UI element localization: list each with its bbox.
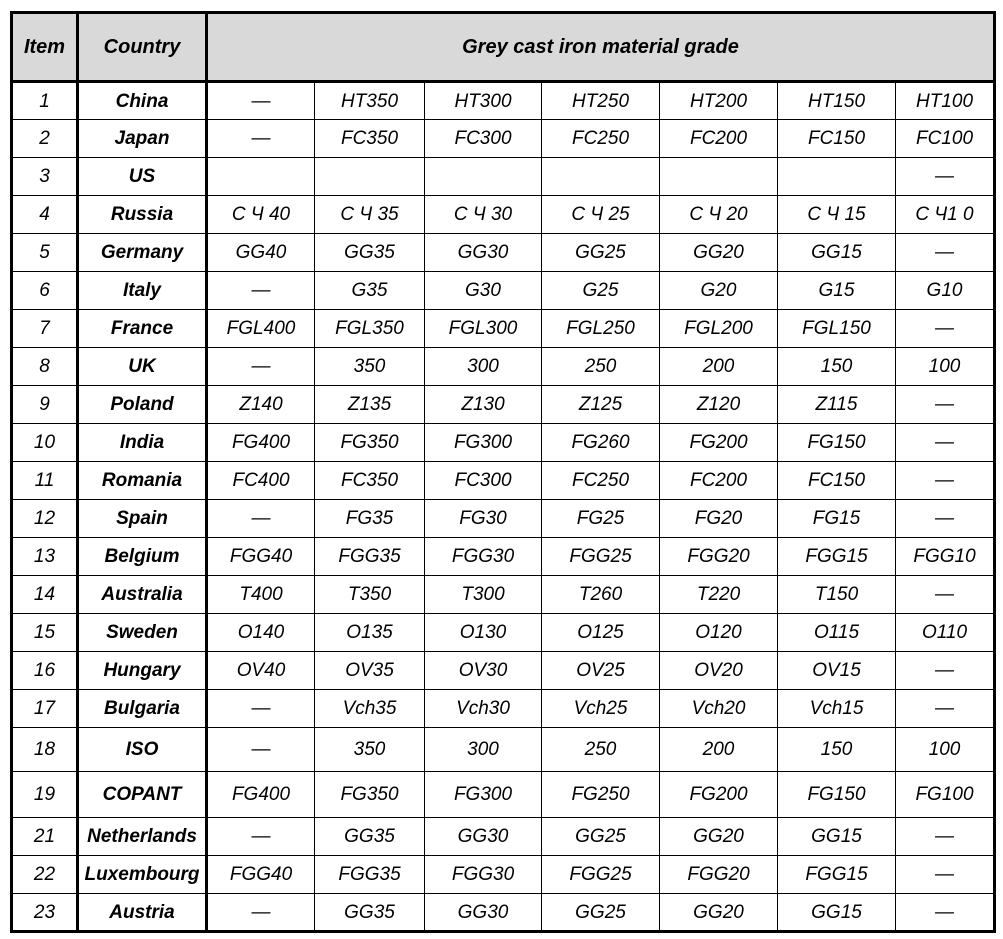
item-number-cell: 10 — [12, 424, 78, 462]
grade-cell: FG250 — [542, 772, 660, 818]
grade-cell: 350 — [315, 728, 425, 772]
grade-cell — [542, 158, 660, 196]
grade-cell: FG15 — [778, 500, 896, 538]
grade-cell: FG300 — [425, 424, 542, 462]
item-number-cell: 18 — [12, 728, 78, 772]
grade-cell: FG200 — [660, 424, 778, 462]
grade-cell: HT350 — [315, 82, 425, 120]
country-cell: India — [78, 424, 207, 462]
country-cell: Germany — [78, 234, 207, 272]
grade-cell: — — [896, 310, 995, 348]
grade-header: Grey cast iron material grade — [207, 13, 995, 82]
grade-cell — [207, 158, 315, 196]
grade-cell: G25 — [542, 272, 660, 310]
country-cell: France — [78, 310, 207, 348]
table-row — [12, 538, 995, 576]
grade-cell: Vch35 — [315, 690, 425, 728]
grade-cell: — — [896, 818, 995, 856]
grade-cell: FGL150 — [778, 310, 896, 348]
grade-cell: O140 — [207, 614, 315, 652]
grade-cell: FG400 — [207, 772, 315, 818]
grade-cell: FGL300 — [425, 310, 542, 348]
country-cell: Hungary — [78, 652, 207, 690]
country-cell: Russia — [78, 196, 207, 234]
grade-cell: — — [896, 234, 995, 272]
country-cell: UK — [78, 348, 207, 386]
grade-cell: 200 — [660, 348, 778, 386]
grade-cell: — — [207, 348, 315, 386]
grade-cell: FGG30 — [425, 538, 542, 576]
grade-cell: HT250 — [542, 82, 660, 120]
table-row — [12, 894, 995, 932]
grade-cell: G15 — [778, 272, 896, 310]
grade-cell: — — [207, 894, 315, 932]
grade-cell: FC200 — [660, 462, 778, 500]
table-row — [12, 614, 995, 652]
grade-cell: HT300 — [425, 82, 542, 120]
country-cell: China — [78, 82, 207, 120]
country-cell: US — [78, 158, 207, 196]
country-cell: Spain — [78, 500, 207, 538]
grade-cell: С Ч1 0 — [896, 196, 995, 234]
grade-cell: — — [207, 728, 315, 772]
grade-cell: FC400 — [207, 462, 315, 500]
country-cell: Japan — [78, 120, 207, 158]
grade-cell: O120 — [660, 614, 778, 652]
grade-cell: OV25 — [542, 652, 660, 690]
grade-cell: Z115 — [778, 386, 896, 424]
grade-cell: С Ч 40 — [207, 196, 315, 234]
grade-cell: FC100 — [896, 120, 995, 158]
grade-cell: FG35 — [315, 500, 425, 538]
table-row — [12, 82, 995, 120]
grade-cell: Z140 — [207, 386, 315, 424]
item-number-cell: 4 — [12, 196, 78, 234]
grade-cell: FC350 — [315, 120, 425, 158]
grade-cell: OV35 — [315, 652, 425, 690]
grade-cell: O125 — [542, 614, 660, 652]
header-row — [12, 13, 995, 82]
grade-cell: — — [896, 386, 995, 424]
grade-cell: FGG25 — [542, 538, 660, 576]
grade-cell: — — [896, 500, 995, 538]
grade-cell: С Ч 25 — [542, 196, 660, 234]
grade-cell: — — [207, 818, 315, 856]
table-row — [12, 120, 995, 158]
grade-cell: GG20 — [660, 894, 778, 932]
item-number-cell: 13 — [12, 538, 78, 576]
grade-cell: 250 — [542, 728, 660, 772]
country-cell: Italy — [78, 272, 207, 310]
item-number-cell: 21 — [12, 818, 78, 856]
grade-cell: FG400 — [207, 424, 315, 462]
grade-cell: GG30 — [425, 818, 542, 856]
table-row — [12, 728, 995, 772]
table-row — [12, 856, 995, 894]
table-row — [12, 576, 995, 614]
grade-cell: С Ч 35 — [315, 196, 425, 234]
grade-cell: — — [207, 82, 315, 120]
grade-cell: FG25 — [542, 500, 660, 538]
grade-cell — [425, 158, 542, 196]
grade-cell: 150 — [778, 728, 896, 772]
grade-cell: GG25 — [542, 234, 660, 272]
grade-cell: G20 — [660, 272, 778, 310]
country-cell: Romania — [78, 462, 207, 500]
grade-cell: HT200 — [660, 82, 778, 120]
grade-cell: FGG15 — [778, 538, 896, 576]
grade-cell: 100 — [896, 728, 995, 772]
grade-cell: T150 — [778, 576, 896, 614]
table-row — [12, 386, 995, 424]
country-header: Country — [78, 13, 207, 82]
item-number-cell: 5 — [12, 234, 78, 272]
grade-cell: HT100 — [896, 82, 995, 120]
country-cell: ISO — [78, 728, 207, 772]
grade-cell: FC300 — [425, 462, 542, 500]
item-number-cell: 3 — [12, 158, 78, 196]
grade-cell: FGG35 — [315, 856, 425, 894]
table-row — [12, 818, 995, 856]
grade-cell: GG35 — [315, 894, 425, 932]
grade-cell: FG200 — [660, 772, 778, 818]
grade-cell: FG150 — [778, 772, 896, 818]
grade-cell: O115 — [778, 614, 896, 652]
grade-cell: 300 — [425, 348, 542, 386]
grade-cell: OV30 — [425, 652, 542, 690]
grade-cell: — — [896, 462, 995, 500]
grade-cell: GG20 — [660, 818, 778, 856]
item-number-cell: 15 — [12, 614, 78, 652]
grade-cell: OV40 — [207, 652, 315, 690]
item-number-cell: 12 — [12, 500, 78, 538]
grade-cell: GG30 — [425, 894, 542, 932]
grade-cell: FGG40 — [207, 538, 315, 576]
country-cell: Netherlands — [78, 818, 207, 856]
table-row — [12, 348, 995, 386]
grade-cell: FGG15 — [778, 856, 896, 894]
grade-cell: FGG35 — [315, 538, 425, 576]
table-row — [12, 272, 995, 310]
item-number-cell: 22 — [12, 856, 78, 894]
grade-cell: O110 — [896, 614, 995, 652]
item-number-cell: 2 — [12, 120, 78, 158]
grade-cell: 100 — [896, 348, 995, 386]
grade-cell: FGL250 — [542, 310, 660, 348]
grade-cell: T350 — [315, 576, 425, 614]
item-number-cell: 7 — [12, 310, 78, 348]
country-cell: COPANT — [78, 772, 207, 818]
grade-cell: FGG20 — [660, 856, 778, 894]
grade-cell: С Ч 20 — [660, 196, 778, 234]
grade-cell: GG15 — [778, 818, 896, 856]
table-row — [12, 234, 995, 272]
grade-cell — [315, 158, 425, 196]
grade-cell: FGG20 — [660, 538, 778, 576]
grade-cell: — — [896, 576, 995, 614]
grade-cell: FC350 — [315, 462, 425, 500]
grade-cell: FG260 — [542, 424, 660, 462]
grade-cell: G30 — [425, 272, 542, 310]
grade-cell: G35 — [315, 272, 425, 310]
grade-cell: Z120 — [660, 386, 778, 424]
table-row — [12, 652, 995, 690]
grade-cell: FG350 — [315, 424, 425, 462]
grade-cell: Vch25 — [542, 690, 660, 728]
grade-cell: OV15 — [778, 652, 896, 690]
grade-cell: T260 — [542, 576, 660, 614]
table-row — [12, 500, 995, 538]
grade-cell: С Ч 30 — [425, 196, 542, 234]
country-cell: Luxembourg — [78, 856, 207, 894]
table-row — [12, 690, 995, 728]
grade-cell: O130 — [425, 614, 542, 652]
country-cell: Poland — [78, 386, 207, 424]
grade-cell: G10 — [896, 272, 995, 310]
grade-cell — [660, 158, 778, 196]
grade-cell: Vch20 — [660, 690, 778, 728]
grade-cell: 300 — [425, 728, 542, 772]
grade-cell: FC250 — [542, 462, 660, 500]
grade-cell: FGL200 — [660, 310, 778, 348]
country-cell: Australia — [78, 576, 207, 614]
grey-cast-iron-grade-table — [10, 11, 996, 933]
grade-cell: FC300 — [425, 120, 542, 158]
item-number-cell: 17 — [12, 690, 78, 728]
grade-cell: T400 — [207, 576, 315, 614]
item-header: Item — [12, 13, 78, 82]
table-row — [12, 310, 995, 348]
grade-cell: 200 — [660, 728, 778, 772]
grade-cell: FGG25 — [542, 856, 660, 894]
grade-cell: GG35 — [315, 818, 425, 856]
grade-cell: T220 — [660, 576, 778, 614]
grade-cell: GG40 — [207, 234, 315, 272]
table-row — [12, 462, 995, 500]
grade-cell: FC150 — [778, 120, 896, 158]
table-row — [12, 424, 995, 462]
grade-cell: FG150 — [778, 424, 896, 462]
grade-cell: — — [896, 856, 995, 894]
table-row — [12, 196, 995, 234]
country-cell: Sweden — [78, 614, 207, 652]
grade-cell: С Ч 15 — [778, 196, 896, 234]
grade-cell: FGG30 — [425, 856, 542, 894]
grade-cell: FGG40 — [207, 856, 315, 894]
grade-cell: 250 — [542, 348, 660, 386]
grade-cell: FC200 — [660, 120, 778, 158]
grade-cell: GG25 — [542, 818, 660, 856]
grade-cell: FG300 — [425, 772, 542, 818]
grade-cell: — — [207, 690, 315, 728]
item-number-cell: 16 — [12, 652, 78, 690]
grade-cell: FG30 — [425, 500, 542, 538]
grade-cell: FG20 — [660, 500, 778, 538]
grade-cell: 350 — [315, 348, 425, 386]
grade-cell: — — [896, 690, 995, 728]
grade-cell: Vch30 — [425, 690, 542, 728]
grade-cell: FGG10 — [896, 538, 995, 576]
item-number-cell: 8 — [12, 348, 78, 386]
item-number-cell: 1 — [12, 82, 78, 120]
grade-cell: FGL400 — [207, 310, 315, 348]
item-number-cell: 6 — [12, 272, 78, 310]
grade-cell: FG100 — [896, 772, 995, 818]
item-number-cell: 14 — [12, 576, 78, 614]
grade-cell: 150 — [778, 348, 896, 386]
grade-cell: FGL350 — [315, 310, 425, 348]
country-cell: Belgium — [78, 538, 207, 576]
grade-cell: GG25 — [542, 894, 660, 932]
grade-cell: Z125 — [542, 386, 660, 424]
item-number-cell: 9 — [12, 386, 78, 424]
item-number-cell: 11 — [12, 462, 78, 500]
grade-cell: — — [207, 500, 315, 538]
grade-cell: Z130 — [425, 386, 542, 424]
table-row — [12, 772, 995, 818]
grade-cell: — — [207, 120, 315, 158]
grade-cell: GG20 — [660, 234, 778, 272]
grade-cell: GG30 — [425, 234, 542, 272]
grade-cell: — — [896, 652, 995, 690]
grade-cell: GG15 — [778, 894, 896, 932]
grade-cell: — — [896, 894, 995, 932]
grade-cell: GG15 — [778, 234, 896, 272]
grade-cell: FC150 — [778, 462, 896, 500]
grade-cell: OV20 — [660, 652, 778, 690]
grade-cell: — — [896, 158, 995, 196]
table-body — [12, 82, 995, 932]
grade-cell: — — [207, 272, 315, 310]
grade-cell: HT150 — [778, 82, 896, 120]
item-number-cell: 19 — [12, 772, 78, 818]
grade-cell: Vch15 — [778, 690, 896, 728]
grade-cell: GG35 — [315, 234, 425, 272]
grade-cell: O135 — [315, 614, 425, 652]
grade-cell: FC250 — [542, 120, 660, 158]
grade-cell — [778, 158, 896, 196]
country-cell: Austria — [78, 894, 207, 932]
grade-cell: T300 — [425, 576, 542, 614]
grade-cell: FG350 — [315, 772, 425, 818]
grade-cell: — — [896, 424, 995, 462]
grade-cell: Z135 — [315, 386, 425, 424]
table-row — [12, 158, 995, 196]
country-cell: Bulgaria — [78, 690, 207, 728]
item-number-cell: 23 — [12, 894, 78, 932]
